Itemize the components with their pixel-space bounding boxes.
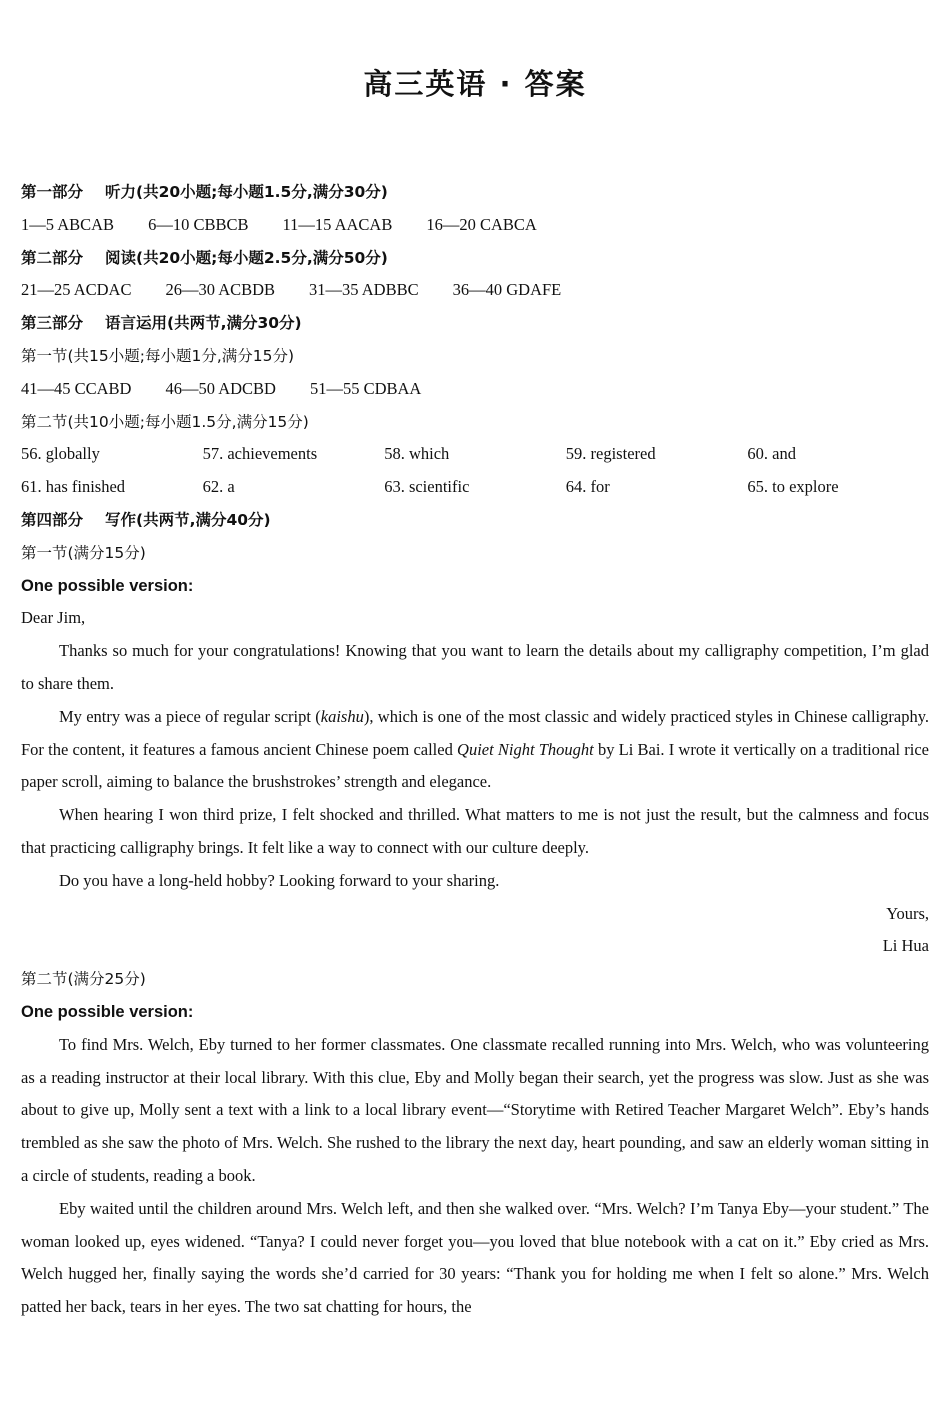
text-run: ), which is one of the most classic and widely practiced styles in Chinese calligraphy. For the content, it features a famous ancient Chinese poem called [21, 706, 930, 759]
content [21, 176, 929, 1324]
answer-group: 1—5 ABCAB [21, 214, 115, 234]
part3-section1-answers [21, 373, 929, 406]
story-paragraph-2: Eby waited until the children around Mrs. Welch left, and then she walked over. “Mrs. Welch? I’m Tanya Eby—your student.” The woman looked up, eyes widened. “Tanya? I could never forget you—you loved that blue notebook with a cat on it.” Eby cried as Mrs. Welch hugged her, finally saying the words she’d carried for 30 years: “Thank you for holding me when I felt so alone.” Mrs. Welch patted her back, tears in her eyes. The two sat chatting for hours, the [21, 1198, 929, 1317]
text-run: by Li Bai. I wrote it vertically on a traditional rice paper scroll, aiming to balance the brushstrokes’ strength and elegance. [21, 739, 929, 792]
letter-closing: Yours, [886, 903, 929, 923]
fill-answer: 63. scientific [384, 477, 470, 497]
answer-group: 21—25 ACDAC [21, 280, 132, 300]
part1-heading-label: 第一部分 [21, 183, 84, 201]
poem-title: Quiet Night Thought [457, 739, 594, 759]
fill-answer: 57. achievements [202, 444, 318, 464]
letter-paragraph-1: Thanks so much for your congratulations! Knowing that you want to learn the details about my calligraphy competition, I’m glad to share them. [21, 641, 929, 693]
letter-paragraph-2 [21, 701, 929, 799]
letter-salutation: Dear Jim, [21, 608, 86, 628]
answer-group: 41—45 CCABD [21, 378, 132, 398]
part4-section1-heading: 第一节(满分15分) [21, 543, 146, 562]
fill-answer: 65. to explore [747, 477, 839, 497]
version-label: One possible version: [21, 1002, 194, 1021]
answer-group: 46—50 ADCBD [165, 378, 276, 398]
part2-heading [21, 242, 929, 275]
part2-heading-desc: 阅读(共20小题;每小题2.5分,满分50分) [105, 248, 388, 267]
page-title: 高三英语 · 答案 [363, 67, 587, 101]
part1-answers [21, 209, 929, 242]
letter-paragraph-4: Do you have a long-held hobby? Looking forward to your sharing. [59, 870, 500, 890]
part1-heading-desc: 听力(共20小题;每小题1.5分,满分30分) [105, 183, 388, 201]
part4-heading-label: 第四部分 [21, 510, 84, 529]
part3-heading [21, 307, 929, 340]
italic-term: kaishu [320, 706, 364, 726]
fill-answer: 61. has finished [21, 477, 126, 497]
part2-heading-label: 第二部分 [21, 248, 84, 267]
part3-heading-desc: 语言运用(共两节,满分30分) [105, 314, 302, 333]
fill-answer: 62. a [202, 477, 235, 497]
version-label: One possible version: [21, 576, 194, 595]
fill-answer: 60. and [747, 444, 796, 464]
answer-group: 51—55 CDBAA [309, 378, 422, 398]
part3-heading-label: 第三部分 [21, 314, 84, 333]
letter-paragraph-3: When hearing I won third prize, I felt shocked and thrilled. What matters to me is not just the result, but the calmness and focus that practicing calligraphy brings. It felt like a way to connect with our culture deeply. [21, 805, 929, 857]
answer-group: 11—15 AACAB [282, 214, 393, 234]
answer-group: 6—10 CBBCB [148, 214, 249, 234]
answer-group: 31—35 ADBBC [309, 280, 419, 300]
fill-answer: 59. registered [565, 444, 656, 464]
answer-group: 16—20 CABCA [426, 214, 537, 234]
fill-answers-row-2 [21, 471, 929, 504]
part2-answers [21, 274, 929, 307]
part4-heading [21, 504, 929, 537]
letter-signature: Li Hua [882, 936, 929, 956]
fill-answer: 56. globally [21, 444, 100, 464]
text-run: My entry was a piece of regular script ( [59, 706, 321, 726]
part3-section2-heading: 第二节(共10小题;每小题1.5分,满分15分) [21, 412, 309, 431]
answer-group: 36—40 GDAFE [452, 280, 562, 300]
fill-answer: 58. which [384, 444, 450, 464]
part3-section1-heading: 第一节(共15小题;每小题1分,满分15分) [21, 346, 295, 365]
part1-heading [21, 176, 929, 209]
story-paragraph-1: To find Mrs. Welch, Eby turned to her former classmates. One classmate recalled running into Mrs. Welch, who was volunteering as a reading instructor at their local library. With this clue, Eby and Molly began their search, yet the progress was slow. Just as she was about to give up, Molly sent a text with a link to a local library event—“Storytime with Retired Teacher Margaret Welch”. Eby’s hands trembled as she saw the photo of Mrs. Welch. She rushed to the library the next day, heart pounding, and saw an elderly woman sitting in a circle of students, reading a book. [21, 1034, 929, 1185]
answer-group: 26—30 ACBDB [165, 280, 276, 300]
part4-section2-heading: 第二节(满分25分) [21, 970, 146, 989]
part4-heading-desc: 写作(共两节,满分40分) [105, 510, 271, 529]
fill-answer: 64. for [565, 477, 610, 497]
fill-answers-row-1 [21, 438, 929, 471]
